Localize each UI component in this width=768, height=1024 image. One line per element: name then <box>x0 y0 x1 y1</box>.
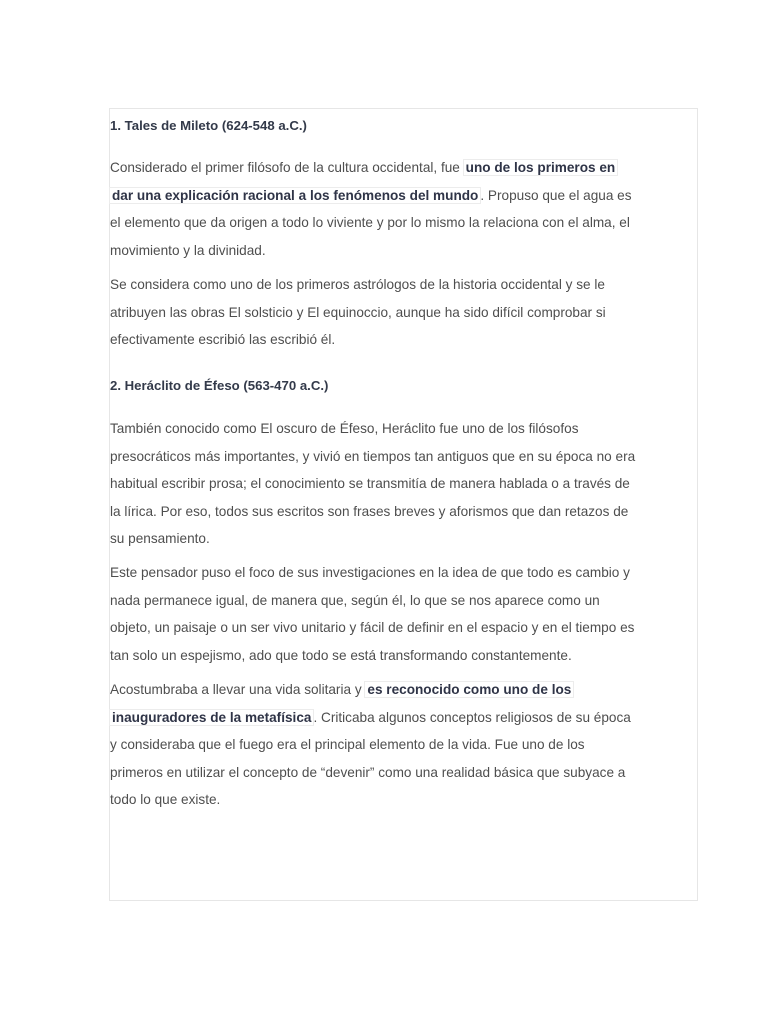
text-line: Se considera como uno de los primeros astrólogos de la historia occidental y se le <box>110 277 605 292</box>
text-line: objeto, un paisaje o un ser vivo unitario y fácil de definir en el espacio y en el tiempo es <box>110 620 635 635</box>
text-line: inauguradores de la metafísica . Criticaba algunos conceptos religiosos de su época <box>112 709 631 725</box>
text-line: efectivamente escribió las escribió él. <box>110 332 336 347</box>
text-line: También conocido como El oscuro de Éfeso, Heráclito fue uno de los filósofos <box>110 421 579 436</box>
document-page <box>109 108 698 901</box>
paragraph-heraclito-1 <box>110 415 670 553</box>
text-line: atribuyen las obras El solsticio y El equinoccio, aunque ha sido difícil comprobar si <box>110 304 606 320</box>
paragraph-heraclito-2 <box>110 559 670 669</box>
text-line: Este pensador puso el foco de sus investigaciones en la idea de que todo es cambio y <box>110 565 630 580</box>
text-line: habitual escribir prosa; el conocimiento se transmitía de manera hablada o a través de <box>110 476 630 491</box>
text-line: Considerado el primer filósofo de la cultura occidental, fue uno de los primeros en <box>110 160 616 175</box>
text-line: presocráticos más importantes, y vivió en tiempos tan antiguos que en su época no era <box>110 448 636 464</box>
highlighted-text: uno de los primeros en <box>465 160 616 175</box>
text-line: nada permanece igual, de manera que, según él, lo que se nos aparece como un <box>110 592 600 608</box>
text-line: el elemento que da origen a todo lo viviente y por lo mismo la relaciona con el alma, el <box>110 215 630 230</box>
text-line: dar una explicación racional a los fenómenos del mundo . Propuso que el agua es <box>112 187 632 203</box>
highlighted-text: inauguradores de la metafísica <box>112 709 312 725</box>
paragraph-heraclito-3 <box>110 676 670 814</box>
text-line: primeros en utilizar el concepto de “devenir” como una realidad básica que subyace a <box>110 764 626 780</box>
highlighted-text: es reconocido como uno de los <box>367 682 572 697</box>
highlighted-text: dar una explicación racional a los fenómenos del mundo <box>112 187 479 203</box>
paragraph-tales-1 <box>110 154 670 264</box>
text-line: Acostumbraba a llevar una vida solitaria y es reconocido como uno de los <box>110 682 572 697</box>
section-title-tales: 1. Tales de Mileto (624-548 a.C.) <box>110 118 307 133</box>
text-line: todo lo que existe. <box>110 792 221 807</box>
text-line: su pensamiento. <box>110 531 210 546</box>
text-line: y consideraba que el fuego era el principal elemento de la vida. Fue uno de los <box>110 737 585 752</box>
text-line: movimiento y la divinidad. <box>110 242 266 258</box>
section-title-heraclito: 2. Heráclito de Éfeso (563-470 a.C.) <box>110 378 329 393</box>
text-line: la lírica. Por eso, todos sus escritos son frases breves y aforismos que dan retazos de <box>110 503 629 519</box>
paragraph-tales-2 <box>110 271 670 354</box>
text-line: tan solo un espejismo, ado que todo se está transformando constantemente. <box>110 647 572 663</box>
